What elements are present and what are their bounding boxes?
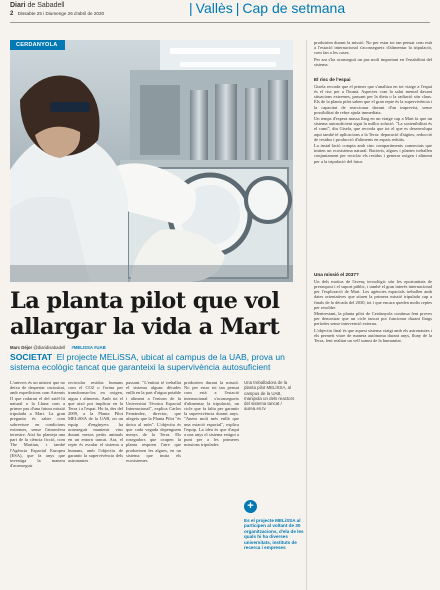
divider: | [189,0,193,16]
brand-suffix: de Sabadell [27,2,65,9]
masthead [10,0,430,22]
paragraph: Un dels motius de l'avenç tecnològic són les oportunitats de pressupost i el suport públic, i també el gran interès internacional per l'exploració de Mart. Les agències espacials treballen amb dates orientatives que situen la primera missió tripulada cap a finals de la dècada del 2030, tot i que encara queden molts reptes per resoldre. [314,279,432,310]
paragraph: L'objectiu final és que aquest sistema viatgi amb els astronautes i els permeti viure de manera autònoma durant anys, lluny de la Terra, fent realitat un vell somni de la humanitat. [314,327,432,344]
byline [10,345,106,350]
issue-date-line [10,11,104,17]
article-photo [10,40,293,282]
paragraph: Mentrestant, la planta pilot de Cerdanyola continua fent proves per demostrar que un cicle tancat pot funcionar durant llargs períodes sense intervenció externa. [314,311,432,327]
right-column-section-2 [314,279,432,344]
brand-prefix: Diari [10,2,26,9]
author-name: Marc Déjor [10,345,33,350]
header-rule [10,22,430,23]
plus-icon: + [244,500,257,513]
right-column-section-1 [314,84,432,165]
hashtags: #MELISSA #UAB [71,345,106,350]
photo-caption: Una treballadora de la planta pilot MELiSSA, al campus de la UAB, manipula un dels reactors del sistema tancat / aurea.es.tv [244,380,295,412]
subheading: Una missió el 2037? [314,272,359,277]
section-name: Vallès [195,0,233,16]
divider: | [235,0,240,16]
paragraph: La instal·lació compta amb cinc compartiments connectats que imiten un ecosistema natural. Bacteris, algues i plantes treballen conjuntament per reciclar els residus i generar oxigen i aliment per a la tripulació del futur. [314,143,432,164]
author-handle: @diaridisabadell [33,345,66,350]
body-column: produirien durant la missió. No per estar tot tan pensat com està a l'estació internacional s'aconsegueix d'alimentar la tripulació, un cicle que fa falta per garantir la supervivència durant anys. "Anem molt més enllà que una estació espacial", explica l'equip. La idea és que d'aquí a uns anys el sistema estigui a punt per a les primeres missions tripulades [184,380,239,448]
issue-date: Dissabte 25 i Diumenge 26 d'abril de 2020 [17,11,105,16]
newspaper-brand [10,2,65,9]
page-number: 2 [10,11,14,17]
subheading: El risc de l'espai [314,77,351,82]
lead-text: El projecte MELiSSA, ubicat al campus de la UAB, prova un sistema ecològic tancat que garanteixi la supervivència autosuficient [10,352,285,373]
paragraph: Gisela recorda que el primer que s'analitza en tot viatge a l'espai és el risc per a l'humà. Aspectes com la salut mental davant situacions extremes, passant per la dieta o la radiació són claus. Els de la planta pilot saben que el gran repte és la supervivència i la capacitat de reaccionar davant d'un imprevist, sense possibilitat de rebre ajuda immediata. [314,84,432,115]
section-header [186,0,345,16]
column-divider [306,40,307,590]
standfirst [10,352,306,372]
body-column: recircular residus humans com el CO2 o l'orina per transformar-los en oxigen, aigua i aliments. Amb tot el que això pot implicar en la Terra i a l'espai. Ho fa, des del 2009, a la Planta Pilot MELiSSA de la UAB, on un equip d'enginyers ha aconseguit mantenir vius durant mesos petits animals en un entorn tancat. Ara, el repte és escalar el sistema a humans, amb l'objectiu de garantir la supervivència dels astronautes [68,380,123,464]
paragraph: Un temps d'espera massa llarg en un viatge cap a Mart fa que un sistema autosuficient sigui la millor solució. "La sostenibilitat és el camí", diu Gisela, que recorda que tot el que es desenvolupa aquí també té aplicacions a la Terra: depuració d'aigües, reducció de residus i producció d'aliments en espais reduïts. [314,116,432,142]
right-column-intro [314,40,432,68]
headline: La planta pilot que vol allargar la vida a Mart [10,288,280,340]
section-tag: CERDANYOLA [10,40,65,50]
paragraph: Per ara s'ha aconseguit un pas molt important en l'estabilitat del sistema. [314,56,432,67]
sidebar-note-text: Es el projecte MELiSSA al participen al voltant de 30 organitzacions, d'ela de les quals hi ha diverses universitats, instituts de recerca i empreses [244,518,304,551]
lab-photo-illustration [10,40,293,282]
body-column: L'univers és un misteri que no deixa de despertar curiositat, amb expedicions com Artemis II que rodaran el del satèl·lit natural o la Lluna com a primer pas d'una futura missió tripulada a Mart. La gran pregunta és saber com sobreviure en condicions extremes, sense l'atmosfera terrestre. Així ho planteja una part de la ciència ficció, com The Martian, i també l'Agència Espacial Europea (ESA), que fa anys que investiga la manera d'aconseguir [10,380,65,469]
paragraph: produirien durant la missió. No per estar tot tan pensat com està a l'estació internacional s'aconsegueix d'alimentar la tripulació, com fan a les cases. [314,40,432,56]
sidebar-note [244,500,306,550]
body-column: passant. "L'entitat té treballat el sistema alguns dècades enllà en la part d'aigua potable i aliment a l'entorn de la Universitat Tècnica Espacial Internacional", explica Carlos Fernàndez, director, que afegeix que la Planta Pilot "és única al món". L'objectiu és que cada vegada depenguem menys de la Terra. Els rosegadors que ocupen la planta respiren l'aire que produeixen les algues, en un sistema que imita els ecosistemes [126,380,181,464]
subsection-name: Cap de setmana [242,0,346,16]
lead-kicker: SOCIETAT [10,352,53,362]
